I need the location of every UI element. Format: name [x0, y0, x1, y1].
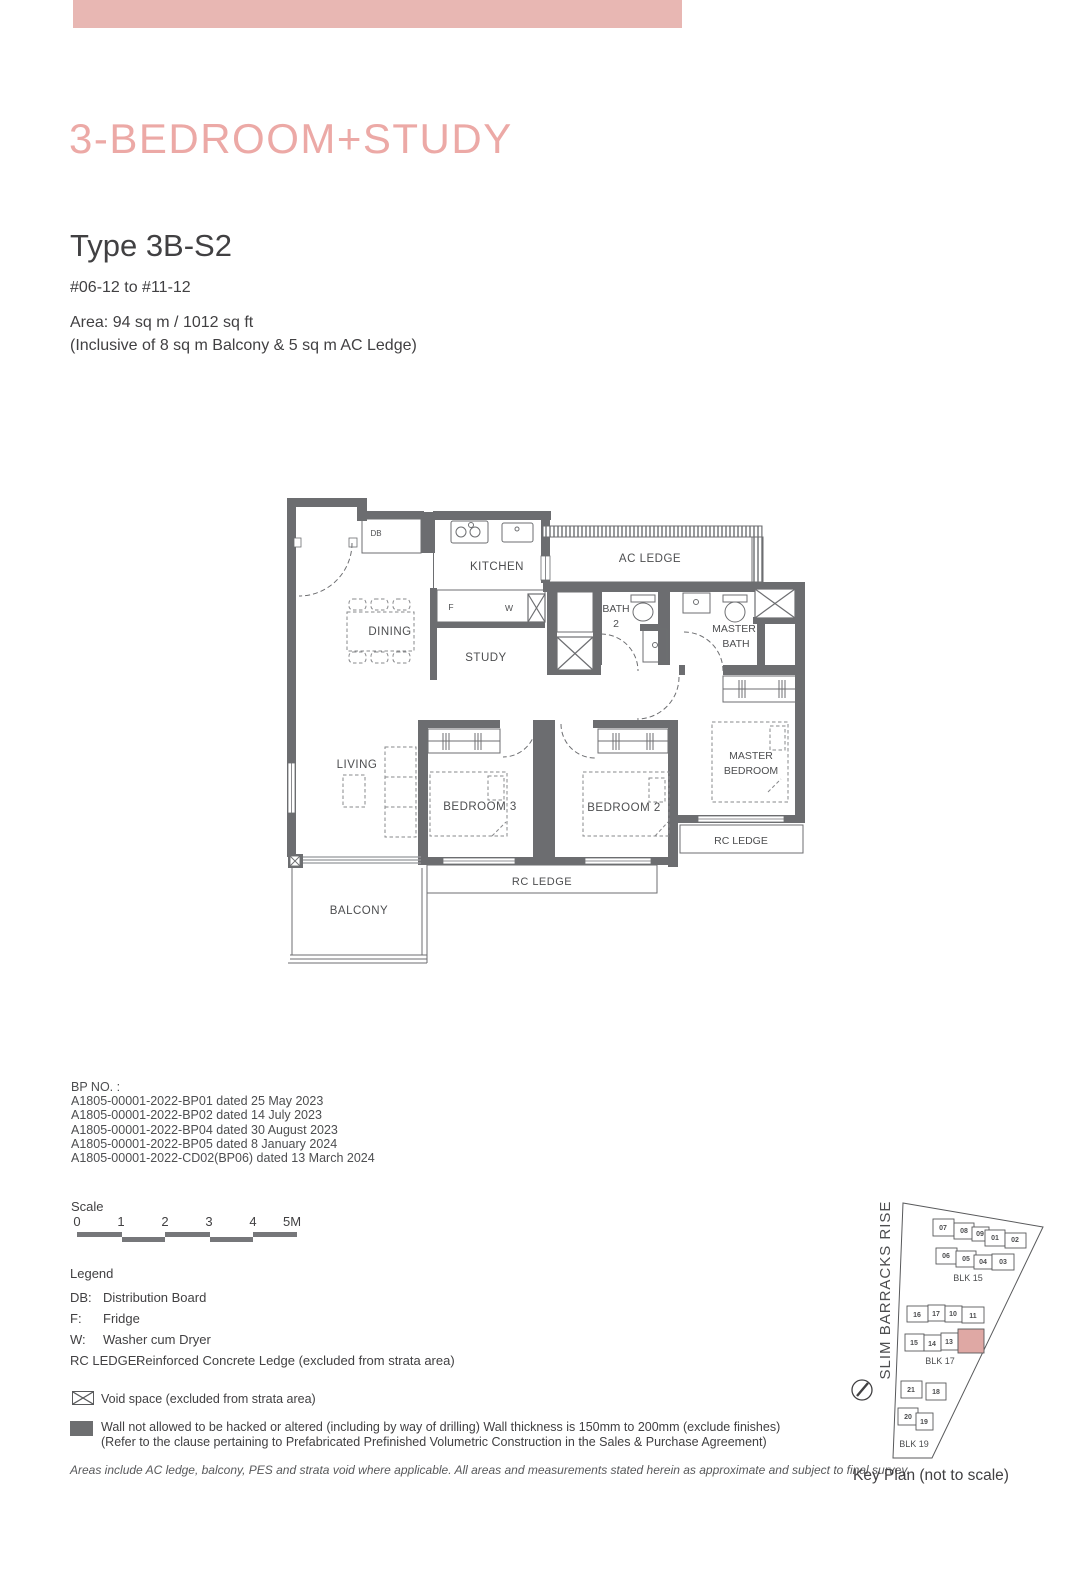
- keyplan-unit: 04: [979, 1259, 987, 1266]
- keyplan-unit: 05: [962, 1256, 970, 1263]
- bp-line: A1805-00001-2022-BP01 dated 25 May 2023: [71, 1094, 324, 1109]
- keyplan-unit: 11: [969, 1313, 977, 1320]
- scale-label: Scale: [71, 1199, 104, 1214]
- scale-tick: 0: [73, 1214, 81, 1229]
- keyplan-unit: 19: [920, 1419, 928, 1426]
- key-plan: [840, 1195, 1055, 1485]
- svg-text:BEDROOM: BEDROOM: [723, 765, 779, 777]
- footer-disclaimer: Areas include AC ledge, balcony, PES and strata void where applicable. All areas and measurements stated herein as approximate and subject to final survey.: [70, 1463, 910, 1477]
- keyplan-unit: 08: [960, 1228, 968, 1235]
- scale-tick: 4: [249, 1214, 257, 1229]
- void-space-icon: [290, 856, 300, 866]
- room-label-bedroom3: BEDROOM 3: [443, 801, 517, 813]
- bp-line: A1805-00001-2022-CD02(BP06) dated 13 March 2024: [71, 1151, 375, 1166]
- svg-text:2: 2: [613, 618, 619, 630]
- room-label-ac-ledge: AC LEDGE: [618, 553, 682, 565]
- north-arrow-icon: [852, 1380, 872, 1400]
- toilet-icon: [631, 595, 655, 602]
- legend-key: RC LEDGE:: [70, 1353, 141, 1368]
- wall-swatch-icon: [70, 1421, 93, 1436]
- bp-section: [71, 1080, 375, 1165]
- key-plan-caption: Key Plan (not to scale): [853, 1467, 1009, 1484]
- bp-line: A1805-00001-2022-BP02 dated 14 July 2023: [71, 1108, 322, 1123]
- room-label-living: LIVING: [336, 759, 378, 771]
- block-17-label: BLK 17: [925, 1356, 955, 1366]
- void-space-icon: [755, 589, 795, 618]
- void-space-icon: [72, 1391, 94, 1405]
- keyplan-unit: 21: [907, 1387, 915, 1394]
- basin-icon: [683, 593, 710, 613]
- toilet-icon: [723, 595, 747, 602]
- room-label-bedroom2: BEDROOM 2: [587, 802, 661, 814]
- bp-heading: BP NO. :: [71, 1080, 121, 1094]
- floor-plan: [283, 490, 808, 970]
- highlighted-unit: [958, 1329, 984, 1353]
- room-label-study: STUDY: [465, 652, 507, 664]
- area-line-2: (Inclusive of 8 sq m Balcony & 5 sq m AC Ledge): [70, 337, 417, 354]
- keyplan-unit: 06: [942, 1253, 950, 1260]
- void-note: Void space (excluded from strata area): [101, 1392, 316, 1406]
- keyplan-unit: 10: [949, 1311, 957, 1318]
- keyplan-unit: 02: [1011, 1237, 1019, 1244]
- keyplan-unit: 18: [932, 1389, 940, 1396]
- keyplan-unit: 14: [928, 1341, 936, 1348]
- legend-heading: Legend: [70, 1266, 114, 1281]
- street-label: SLIM BARRACKS RISE: [877, 1200, 894, 1380]
- room-label-master-bath: MASTER: [712, 623, 756, 635]
- room-label-dining: DINING: [368, 626, 412, 638]
- area-line-1: Area: 94 sq m / 1012 sq ft: [70, 314, 254, 331]
- legend-key: W:: [70, 1332, 86, 1347]
- floor-range: #06-12 to #11-12: [70, 279, 191, 296]
- bp-line: A1805-00001-2022-BP05 dated 8 January 2024: [71, 1136, 338, 1151]
- entry-door-arc: [299, 543, 352, 596]
- keyplan-unit: 07: [939, 1225, 947, 1232]
- keyplan-unit: 01: [991, 1235, 999, 1242]
- void-space-icon: [557, 637, 593, 670]
- keyplan-unit: 20: [904, 1414, 912, 1421]
- legend-value: Fridge: [103, 1311, 140, 1326]
- bp-line: A1805-00001-2022-BP04 dated 30 August 2023: [71, 1122, 338, 1137]
- scale-tick: 1: [117, 1214, 125, 1229]
- bed: [712, 722, 788, 802]
- keyplan-unit: 09: [976, 1231, 984, 1238]
- room-label-master-bedroom: MASTER: [729, 750, 773, 762]
- wall-note-line-1: Wall not allowed to be hacked or altered (including by way of drilling) Wall thickness is 150mm to 200mm (exclude finishes): [101, 1420, 781, 1434]
- keyplan-unit: 03: [999, 1259, 1007, 1266]
- scale-tick: 2: [161, 1214, 169, 1229]
- wall-note-line-2: (Refer to the clause pertaining to Prefabricated Prefinished Volumetric Construction in the Sales & Purchase Agreement): [101, 1435, 767, 1449]
- tv-console: [343, 775, 365, 807]
- legend-value: Reinforced Concrete Ledge (excluded from strata area): [136, 1353, 455, 1368]
- unit-type-title: Type 3B-S2: [70, 228, 232, 263]
- wardrobes: [428, 676, 803, 753]
- block-19-label: BLK 19: [899, 1439, 929, 1449]
- top-banner: [73, 0, 682, 28]
- room-label-db: DB: [370, 529, 382, 538]
- legend-value: Distribution Board: [103, 1290, 207, 1305]
- room-label-kitchen: KITCHEN: [470, 561, 524, 573]
- keyplan-unit: 15: [910, 1340, 918, 1347]
- legend-key: F:: [70, 1311, 82, 1326]
- page-title: 3-BEDROOM+STUDY: [69, 115, 513, 162]
- keyplan-unit: 16: [913, 1312, 921, 1319]
- room-label-rc-ledge-bottom: RC LEDGE: [511, 876, 573, 888]
- scale-tick: 3: [205, 1214, 213, 1229]
- scale-tick: 5M: [282, 1214, 302, 1229]
- keyplan-unit: 13: [945, 1339, 953, 1346]
- block-15-label: BLK 15: [953, 1273, 983, 1283]
- keyplan-unit: 17: [932, 1311, 940, 1318]
- room-label-fridge: F: [448, 602, 454, 612]
- room-label-bath2: BATH: [602, 603, 630, 615]
- sofa: [385, 747, 416, 837]
- svg-text:BATH: BATH: [722, 638, 750, 650]
- legend-key: DB:: [70, 1290, 92, 1305]
- sliding-door-track: [303, 857, 421, 863]
- sink-icon: [502, 523, 533, 542]
- legend-value: Washer cum Dryer: [103, 1332, 211, 1347]
- room-label-rc-ledge-right: RC LEDGE: [714, 835, 768, 847]
- room-label-balcony: BALCONY: [329, 905, 389, 917]
- room-label-washer: W: [504, 603, 514, 613]
- void-space-icon: [528, 594, 545, 622]
